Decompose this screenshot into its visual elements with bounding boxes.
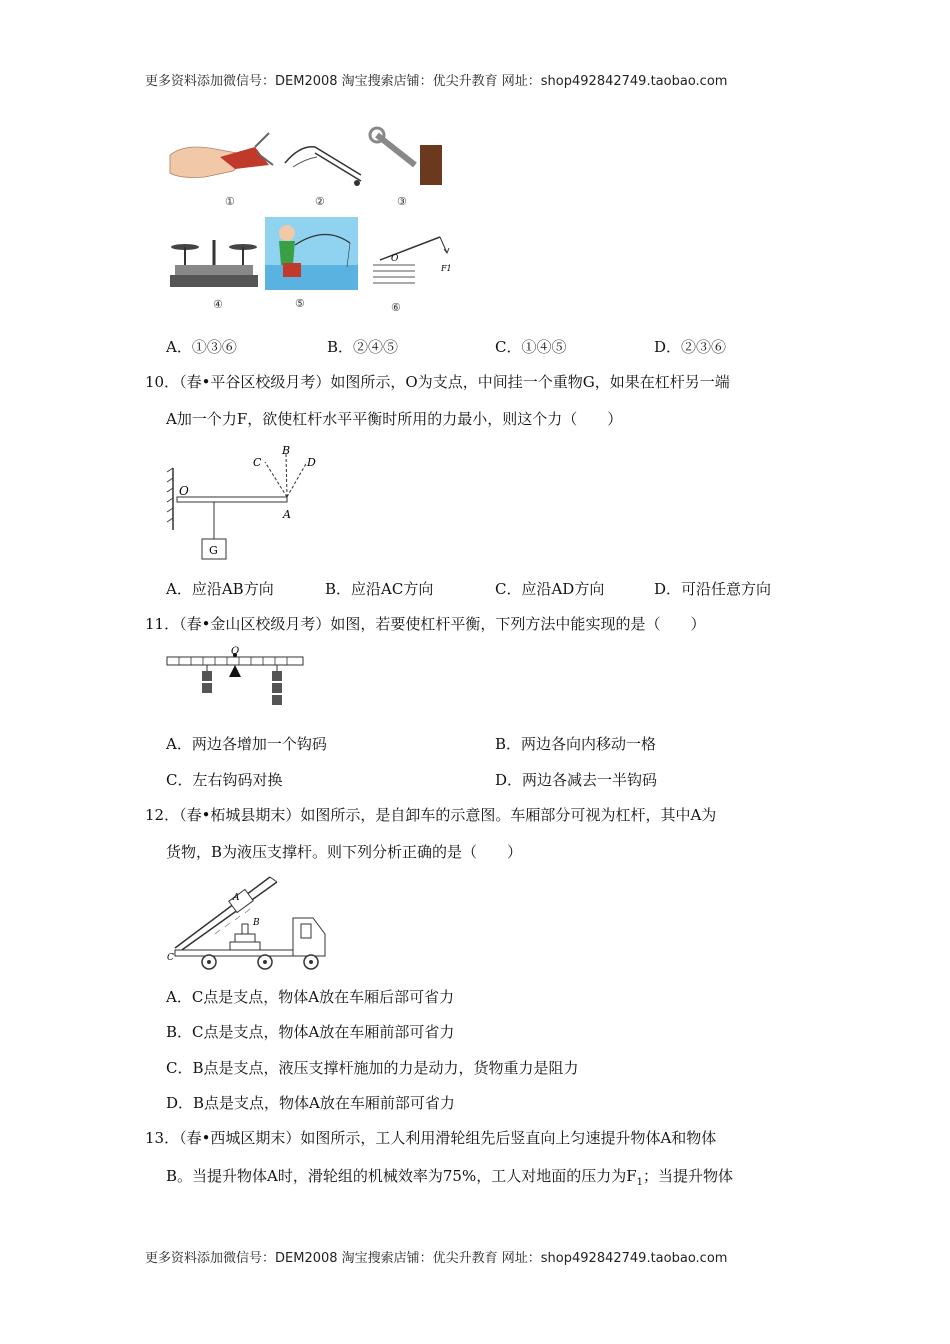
- q10-option-c: C．应沿AD方向: [495, 580, 605, 598]
- page-footer: 更多资料添加微信号：DEM2008 淘宝搜索店铺：优尖升教育 网址：shop492842749.taobao.com: [145, 1251, 728, 1266]
- q12-option-b: B．C点是支点，物体A放在车厢前部可省力: [166, 1023, 455, 1041]
- caption-4: ④: [213, 298, 223, 311]
- q11-option-b: B．两边各向内移动一格: [495, 735, 657, 753]
- lever-f1-image: [373, 237, 452, 283]
- fig6-f1-label: F1: [441, 264, 452, 273]
- fishing-image: [265, 217, 358, 290]
- q11-option-a: A．两边各增加一个钩码: [166, 735, 327, 753]
- q12-option-a: A．C点是支点，物体A放在车厢后部可省力: [166, 988, 455, 1006]
- q10-option-b: B．应沿AC方向: [325, 580, 434, 598]
- q10-option-a: A．应沿AB方向: [166, 580, 274, 598]
- pliers-hand-image: [170, 133, 273, 178]
- q10-label-a: A: [283, 508, 291, 521]
- q12-line2: 货物，B为液压支撑杆。则下列分析正确的是（ ）: [166, 843, 523, 861]
- q13-line2: B。当提升物体A时，滑轮组的机械效率为75%，工人对地面的压力为$F_1$；当提升物体: [166, 1167, 733, 1188]
- q11-lever-figure: [165, 645, 310, 715]
- q10-label-b: B: [282, 444, 291, 457]
- q10-label-g: G: [209, 544, 218, 557]
- q11-option-c: C．左右钩码对换: [166, 771, 283, 789]
- q10-label-o: O: [179, 484, 189, 498]
- q10-line2: A加一个力F，欲使杠杆水平平衡时所用的力最小，则这个力（ ）: [166, 410, 623, 428]
- tongs-image: [285, 147, 361, 186]
- q12-option-d: D．B点是支点，物体A放在车厢前部可省力: [166, 1094, 455, 1112]
- q12-option-c: C．B点是支点，液压支撑杆施加的力是动力，货物重力是阻力: [166, 1059, 579, 1077]
- q10-line1: 10．（春•平谷区校级月考）如图所示，O为支点，中间挂一个重物G，如果在杠杆另一端: [145, 373, 730, 391]
- q10-lever-figure: [165, 440, 335, 570]
- caption-6: ⑥: [391, 301, 401, 314]
- q10-label-c: C: [253, 456, 262, 469]
- q12-line1: 12．（春•柘城县期末）如图所示，是自卸车的示意图。车厢部分可视为杠杆，其中A为: [145, 806, 717, 824]
- fig6-o-label: O: [391, 254, 399, 264]
- caption-1: ①: [225, 195, 235, 208]
- q9-figures: [165, 125, 455, 325]
- q9-option-a: A．①③⑥: [166, 338, 237, 356]
- page-header: 更多资料添加微信号：DEM2008 淘宝搜索店铺：优尖升教育 网址：shop492842749.taobao.com: [145, 74, 728, 89]
- q12-label-c: C: [167, 953, 174, 963]
- q11-option-d: D．两边各减去一半钩码: [495, 771, 658, 789]
- q11-label-o: O: [231, 646, 240, 657]
- q12-label-a: A: [233, 893, 240, 903]
- q12-dump-truck-figure: [165, 872, 335, 977]
- wrench-image: [370, 128, 442, 185]
- caption-2: ②: [315, 195, 325, 208]
- q9-option-c: C．①④⑤: [495, 338, 567, 356]
- q13-line1: 13．（春•西城区期末）如图所示，工人利用滑轮组先后竖直向上匀速提升物体A和物体: [145, 1129, 717, 1147]
- q9-option-d: D．②③⑥: [654, 338, 727, 356]
- q11-line1: 11．（春•金山区校级月考）如图，若要使杠杆平衡，下列方法中能实现的是（ ）: [145, 615, 706, 633]
- caption-3: ③: [397, 195, 407, 208]
- balance-image: [170, 240, 258, 287]
- caption-5: ⑤: [295, 297, 305, 310]
- q12-label-b: B: [253, 918, 260, 928]
- q9-option-b: B．②④⑤: [327, 338, 399, 356]
- q10-label-d: D: [307, 456, 316, 469]
- q10-option-d: D．可沿任意方向: [654, 580, 772, 598]
